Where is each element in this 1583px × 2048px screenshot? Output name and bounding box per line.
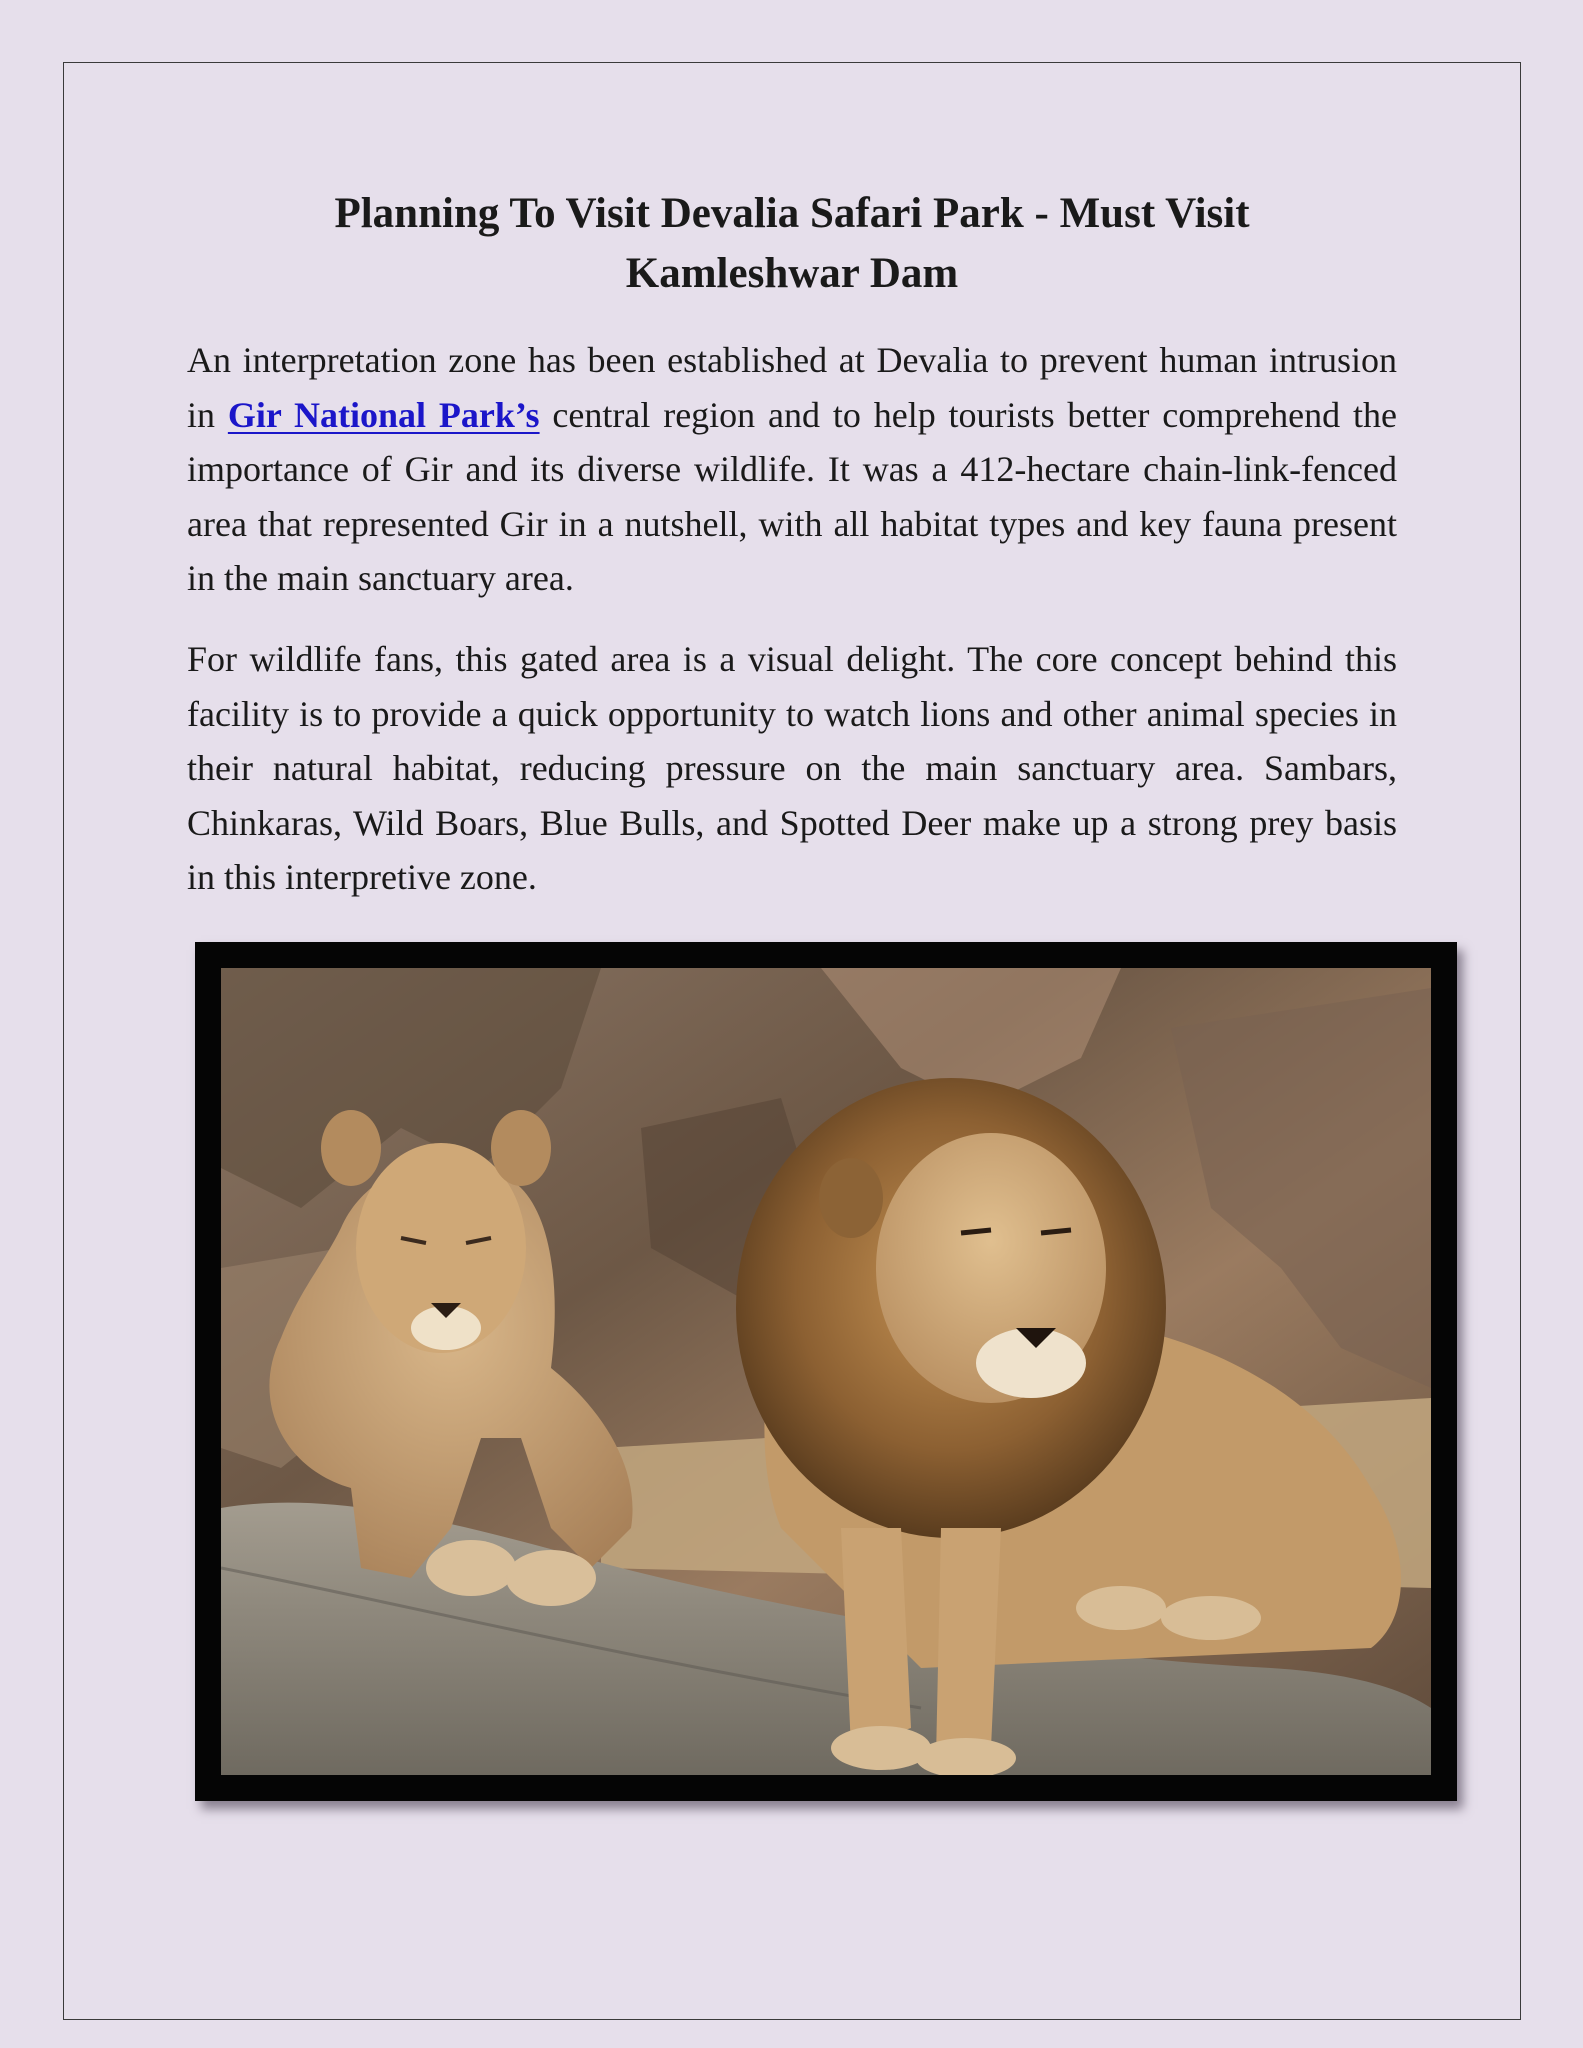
paragraph-intro-text-start: An interpretation zone has been established at Devalia to prevent human intrusion in [187,340,1397,435]
paragraph-intro [187,333,1397,606]
page-title [187,184,1397,304]
title-line-2: Kamleshwar Dam [625,250,959,297]
gir-national-park-link[interactable]: Gir National Park’s [227,394,540,435]
paragraph-wildlife: For wildlife fans, this gated area is a visual delight. The core concept behind this facility is to provide a quick opportunity to watch lions and other animal species in their natural habitat, reducing pressure on the main sanctuary area. Sambars, Chinkaras, Wild Boars, Blue Bulls, and Spotted Deer make up a strong prey basis in this interpretive zone. [187,639,1397,897]
lions-photo [221,968,1431,1775]
lion-photo-frame [195,942,1457,1801]
title-line-1: Planning To Visit Devalia Safari Park - Must Visit [334,190,1250,237]
paragraph-intro-text-end: central region and to help tourists better comprehend the importance of Gir and its diverse wildlife. It was a 412-hectare chain-link-fenced area that represented Gir in a nutshell, with all habitat types and key fauna present in the main sanctuary area. [187,394,1397,598]
